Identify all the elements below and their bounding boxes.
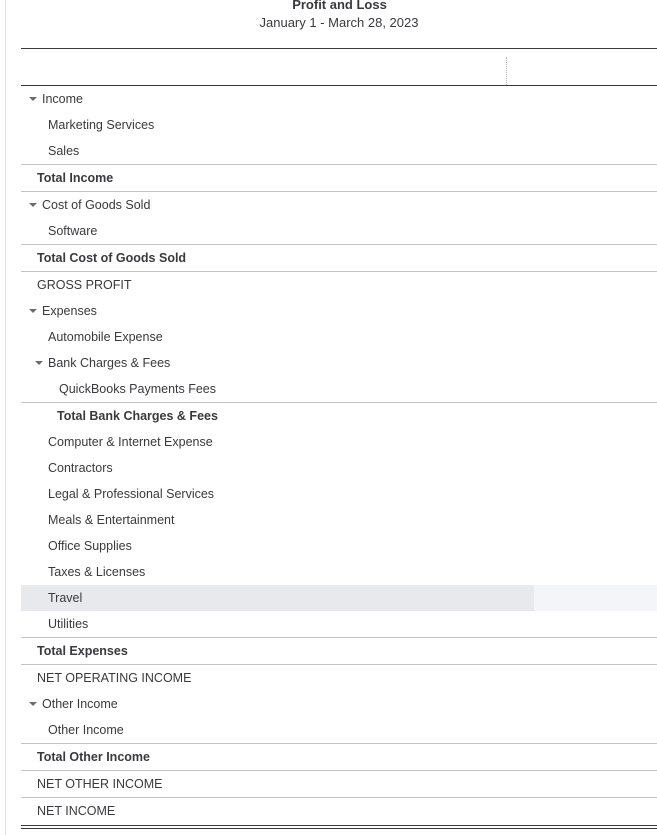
profit-and-loss-report	[21, 0, 657, 829]
row-label: NET INCOME	[37, 804, 116, 818]
row-quickbooks-payments-fees[interactable]	[21, 376, 657, 402]
row-contractors[interactable]	[21, 455, 657, 481]
row-amount	[523, 165, 657, 191]
row-label: Travel	[21, 585, 534, 611]
row-amount	[515, 86, 657, 112]
row-amount	[523, 245, 657, 271]
row-label: Meals & Entertainment	[48, 513, 175, 527]
row-amount	[523, 272, 657, 298]
row-amount	[545, 376, 657, 402]
row-amount	[534, 324, 657, 350]
row-amount	[523, 744, 657, 770]
row-amount	[534, 585, 657, 611]
row-amount	[534, 112, 657, 138]
row-label: Total Income	[37, 171, 114, 185]
caret-down-icon[interactable]	[35, 361, 43, 365]
row-amount	[523, 665, 657, 691]
row-total-income[interactable]	[21, 164, 657, 191]
section-other-income[interactable]	[21, 691, 657, 717]
row-label: Computer & Internet Expense	[48, 435, 213, 449]
row-label: Automobile Expense	[48, 330, 163, 344]
row-office-supplies[interactable]	[21, 533, 657, 559]
section-bank-charges[interactable]	[21, 350, 657, 376]
row-amount	[515, 298, 657, 324]
row-label: Income	[42, 92, 83, 106]
row-label: Contractors	[48, 461, 113, 475]
row-amount	[534, 138, 657, 164]
double-underline-bottom	[21, 828, 657, 829]
section-cost-of-goods-sold[interactable]	[21, 191, 657, 218]
row-meals-entertainment[interactable]	[21, 507, 657, 533]
row-net-income[interactable]	[21, 797, 657, 824]
row-label: Utilities	[48, 617, 89, 631]
row-total-other-income[interactable]	[21, 743, 657, 770]
column-divider[interactable]	[506, 57, 507, 85]
row-net-other-income[interactable]	[21, 770, 657, 797]
row-amount	[523, 638, 657, 664]
row-utilities[interactable]	[21, 611, 657, 637]
row-amount	[523, 771, 657, 797]
report-date-range: January 1 - March 28, 2023	[259, 15, 419, 30]
row-taxes-licenses[interactable]	[21, 559, 657, 585]
column-header-row	[21, 48, 657, 86]
row-amount	[521, 350, 657, 376]
row-amount	[523, 798, 657, 824]
row-automobile-expense[interactable]	[21, 324, 657, 350]
row-label: Other Income	[48, 723, 124, 737]
row-label: Bank Charges & Fees	[48, 356, 171, 370]
row-amount	[534, 455, 657, 481]
row-label: Total Other Income	[37, 750, 150, 764]
row-label: Cost of Goods Sold	[42, 198, 151, 212]
row-label: Other Income	[42, 697, 118, 711]
row-amount	[534, 218, 657, 244]
row-label: Taxes & Licenses	[48, 565, 146, 579]
row-label: GROSS PROFIT	[37, 278, 132, 292]
caret-down-icon[interactable]	[29, 203, 37, 207]
row-label: Total Cost of Goods Sold	[37, 251, 187, 265]
row-computer-internet[interactable]	[21, 429, 657, 455]
caret-down-icon[interactable]	[29, 97, 37, 101]
row-label: Office Supplies	[48, 539, 132, 553]
row-label: NET OPERATING INCOME	[37, 671, 192, 685]
row-label: Total Bank Charges & Fees	[57, 409, 218, 423]
row-label: Legal & Professional Services	[48, 487, 215, 501]
row-amount	[534, 533, 657, 559]
row-label: Total Expenses	[37, 644, 128, 658]
report-rows	[21, 86, 657, 829]
row-amount	[515, 192, 657, 218]
row-label: QuickBooks Payments Fees	[59, 382, 217, 396]
row-amount	[534, 481, 657, 507]
row-amount	[515, 691, 657, 717]
row-sales[interactable]	[21, 138, 657, 164]
row-net-operating-income[interactable]	[21, 664, 657, 691]
row-total-cogs[interactable]	[21, 244, 657, 271]
row-marketing-services[interactable]	[21, 112, 657, 138]
report-title: Profit and Loss	[292, 0, 387, 12]
row-label: Marketing Services	[48, 118, 155, 132]
caret-down-icon[interactable]	[29, 309, 37, 313]
row-amount	[534, 559, 657, 585]
row-amount	[534, 611, 657, 637]
row-total-bank-charges[interactable]	[21, 402, 657, 429]
row-amount	[534, 507, 657, 533]
row-label: Sales	[48, 144, 80, 158]
row-label: NET OTHER INCOME	[37, 777, 163, 791]
row-other-income[interactable]	[21, 717, 657, 743]
section-expenses[interactable]	[21, 298, 657, 324]
row-amount	[534, 429, 657, 455]
row-label: Software	[48, 224, 98, 238]
row-amount	[543, 403, 657, 429]
row-travel[interactable]	[21, 585, 657, 611]
row-label: Expenses	[42, 304, 97, 318]
row-software[interactable]	[21, 218, 657, 244]
double-underline-top	[21, 825, 657, 826]
section-income[interactable]	[21, 86, 657, 112]
row-total-expenses[interactable]	[21, 637, 657, 664]
left-border	[5, 0, 6, 835]
row-amount	[534, 717, 657, 743]
row-gross-profit[interactable]	[21, 271, 657, 298]
caret-down-icon[interactable]	[29, 702, 37, 706]
row-legal-professional[interactable]	[21, 481, 657, 507]
